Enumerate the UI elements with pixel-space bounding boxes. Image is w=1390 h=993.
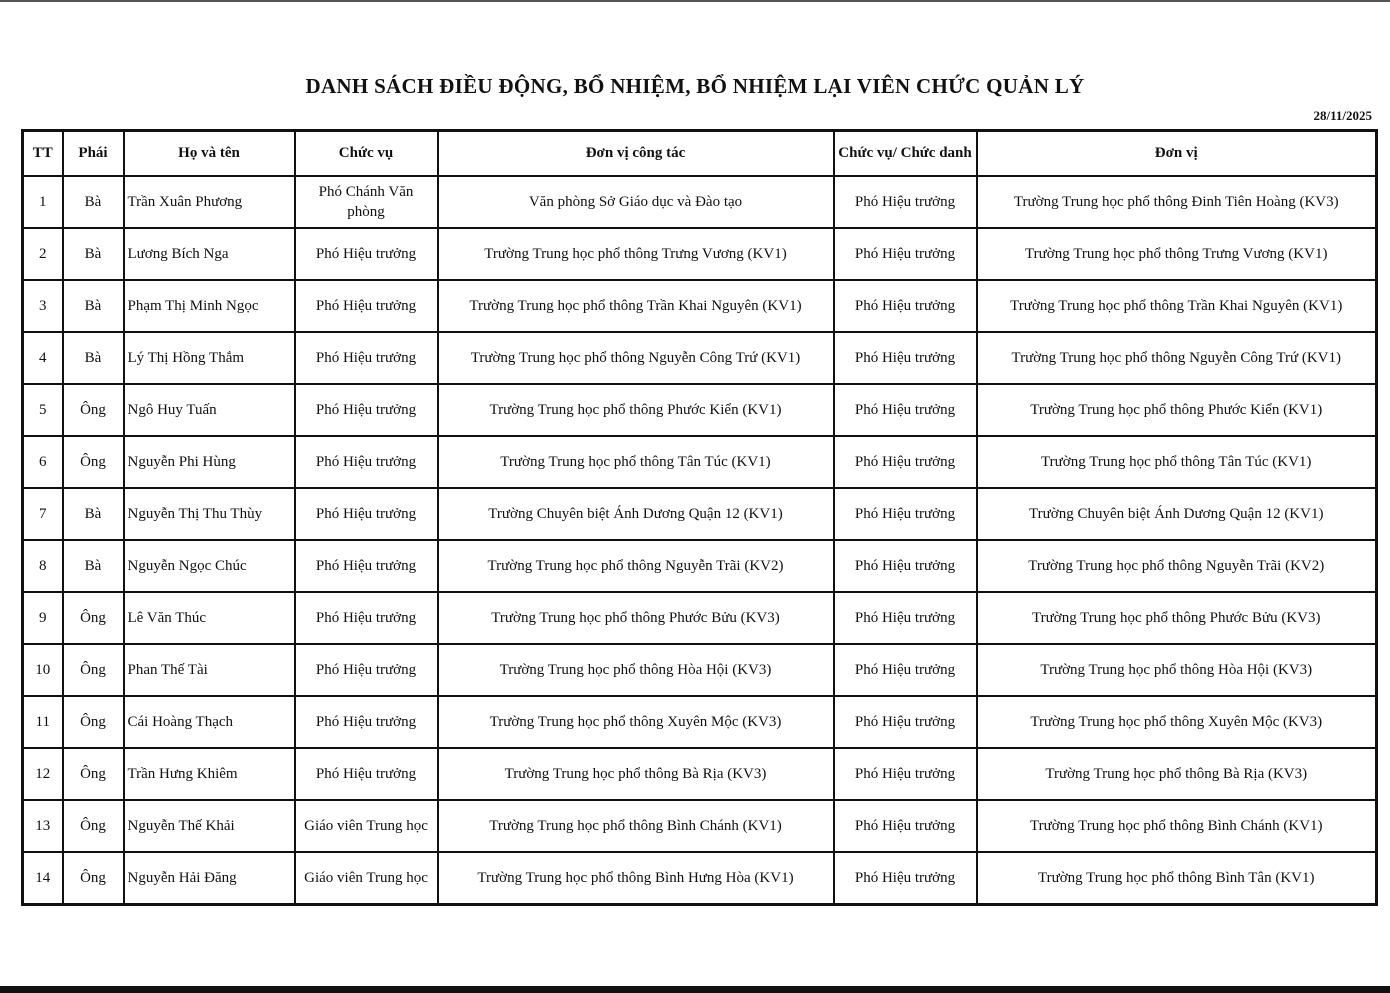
table-row [23, 592, 1377, 644]
document-title: DANH SÁCH ĐIỀU ĐỘNG, BỔ NHIỆM, BỔ NHIỆM LẠI VIÊN CHỨC QUẢN LÝ [305, 74, 1085, 98]
cell-position: Phó Hiệu trưởng [295, 696, 438, 748]
cell-position: Phó Hiệu trưởng [295, 592, 438, 644]
table-row [23, 696, 1377, 748]
cell-position: Phó Hiệu trưởng [295, 384, 438, 436]
cell-new-position: Phó Hiệu trưởng [834, 332, 977, 384]
cell-gender: Bà [63, 488, 124, 540]
cell-new-unit: Trường Trung học phổ thông Phước Bửu (KV3) [977, 592, 1377, 644]
cell-new-unit: Trường Chuyên biệt Ánh Dương Quận 12 (KV1) [977, 488, 1377, 540]
cell-new-position: Phó Hiệu trưởng [834, 384, 977, 436]
cell-full-name: Nguyễn Hải Đăng [124, 852, 295, 905]
table-row [23, 488, 1377, 540]
cell-new-position: Phó Hiệu trưởng [834, 800, 977, 852]
cell-gender: Ông [63, 436, 124, 488]
cell-position: Phó Hiệu trưởng [295, 280, 438, 332]
cell-gender: Ông [63, 644, 124, 696]
cell-new-unit: Trường Trung học phổ thông Nguyễn Công Trứ (KV1) [977, 332, 1377, 384]
col-header-workplace: Đơn vị công tác [438, 131, 834, 177]
cell-index: 3 [23, 280, 63, 332]
cell-gender: Bà [63, 540, 124, 592]
cell-full-name: Lê Văn Thúc [124, 592, 295, 644]
cell-index: 14 [23, 852, 63, 905]
cell-index: 5 [23, 384, 63, 436]
cell-new-unit: Trường Trung học phổ thông Bình Tân (KV1) [977, 852, 1377, 905]
cell-new-unit: Trường Trung học phổ thông Phước Kiển (KV1) [977, 384, 1377, 436]
table-row [23, 228, 1377, 280]
cell-index: 7 [23, 488, 63, 540]
cell-full-name: Lương Bích Nga [124, 228, 295, 280]
cell-new-unit: Trường Trung học phổ thông Đinh Tiên Hoàng (KV3) [977, 176, 1377, 228]
cell-full-name: Lý Thị Hồng Thắm [124, 332, 295, 384]
cell-workplace: Trường Trung học phổ thông Bà Rịa (KV3) [438, 748, 834, 800]
cell-full-name: Nguyễn Ngọc Chúc [124, 540, 295, 592]
cell-new-position: Phó Hiệu trưởng [834, 540, 977, 592]
cell-new-unit: Trường Trung học phổ thông Trưng Vương (KV1) [977, 228, 1377, 280]
cell-workplace: Trường Trung học phổ thông Bình Chánh (KV1) [438, 800, 834, 852]
cell-new-unit: Trường Trung học phổ thông Trần Khai Nguyên (KV1) [977, 280, 1377, 332]
cell-workplace: Trường Trung học phổ thông Trần Khai Nguyên (KV1) [438, 280, 834, 332]
document-date: 28/11/2025 [1313, 108, 1372, 123]
cell-gender: Bà [63, 280, 124, 332]
cell-index: 12 [23, 748, 63, 800]
table-row [23, 800, 1377, 852]
cell-position: Phó Hiệu trưởng [295, 228, 438, 280]
cell-position: Phó Chánh Văn phòng [295, 176, 438, 228]
table-row [23, 540, 1377, 592]
cell-full-name: Phạm Thị Minh Ngọc [124, 280, 295, 332]
cell-new-position: Phó Hiệu trưởng [834, 852, 977, 905]
cell-workplace: Trường Trung học phổ thông Hòa Hội (KV3) [438, 644, 834, 696]
cell-index: 11 [23, 696, 63, 748]
table-row [23, 332, 1377, 384]
cell-full-name: Trần Hưng Khiêm [124, 748, 295, 800]
cell-position: Phó Hiệu trưởng [295, 332, 438, 384]
cell-full-name: Cái Hoàng Thạch [124, 696, 295, 748]
cell-gender: Bà [63, 332, 124, 384]
cell-position: Phó Hiệu trưởng [295, 644, 438, 696]
cell-full-name: Trần Xuân Phương [124, 176, 295, 228]
cell-gender: Ông [63, 384, 124, 436]
cell-new-unit: Trường Trung học phổ thông Bà Rịa (KV3) [977, 748, 1377, 800]
col-header-gender: Phái [63, 131, 124, 177]
cell-position: Phó Hiệu trưởng [295, 436, 438, 488]
col-header-full-name: Họ và tên [124, 131, 295, 177]
table-row [23, 644, 1377, 696]
table-row [23, 436, 1377, 488]
cell-gender: Bà [63, 228, 124, 280]
cell-new-position: Phó Hiệu trưởng [834, 748, 977, 800]
cell-gender: Bà [63, 176, 124, 228]
cell-new-position: Phó Hiệu trưởng [834, 228, 977, 280]
table-row [23, 852, 1377, 905]
cell-new-position: Phó Hiệu trưởng [834, 488, 977, 540]
cell-new-unit: Trường Trung học phổ thông Xuyên Mộc (KV3) [977, 696, 1377, 748]
col-header-position: Chức vụ [295, 131, 438, 177]
cell-workplace: Trường Trung học phổ thông Phước Bửu (KV3) [438, 592, 834, 644]
cell-new-position: Phó Hiệu trưởng [834, 176, 977, 228]
cell-index: 2 [23, 228, 63, 280]
cell-new-unit: Trường Trung học phổ thông Hòa Hội (KV3) [977, 644, 1377, 696]
cell-full-name: Nguyễn Phi Hùng [124, 436, 295, 488]
cell-position: Phó Hiệu trưởng [295, 488, 438, 540]
cell-index: 9 [23, 592, 63, 644]
cell-new-unit: Trường Trung học phổ thông Tân Túc (KV1) [977, 436, 1377, 488]
cell-full-name: Nguyễn Thị Thu Thùy [124, 488, 295, 540]
cell-index: 1 [23, 176, 63, 228]
cell-workplace: Trường Chuyên biệt Ánh Dương Quận 12 (KV1) [438, 488, 834, 540]
cell-position: Phó Hiệu trưởng [295, 748, 438, 800]
table-row [23, 176, 1377, 228]
cell-gender: Ông [63, 800, 124, 852]
cell-index: 10 [23, 644, 63, 696]
cell-workplace: Trường Trung học phổ thông Bình Hưng Hòa (KV1) [438, 852, 834, 905]
cell-gender: Ông [63, 592, 124, 644]
cell-workplace: Trường Trung học phổ thông Tân Túc (KV1) [438, 436, 834, 488]
table-row [23, 280, 1377, 332]
cell-gender: Ông [63, 696, 124, 748]
cell-new-position: Phó Hiệu trưởng [834, 280, 977, 332]
cell-index: 13 [23, 800, 63, 852]
cell-workplace: Trường Trung học phổ thông Nguyễn Công Trứ (KV1) [438, 332, 834, 384]
cell-position: Phó Hiệu trưởng [295, 540, 438, 592]
cell-index: 8 [23, 540, 63, 592]
cell-workplace: Văn phòng Sở Giáo dục và Đào tạo [438, 176, 834, 228]
cell-index: 6 [23, 436, 63, 488]
cell-new-position: Phó Hiệu trưởng [834, 436, 977, 488]
cell-new-position: Phó Hiệu trưởng [834, 696, 977, 748]
table-row [23, 384, 1377, 436]
cell-workplace: Trường Trung học phổ thông Xuyên Mộc (KV3) [438, 696, 834, 748]
table-header [23, 131, 1377, 177]
cell-position: Giáo viên Trung học [295, 800, 438, 852]
header-row [23, 131, 1377, 177]
cell-full-name: Nguyễn Thế Khải [124, 800, 295, 852]
bottom-edge-bar [0, 986, 1390, 993]
cell-gender: Ông [63, 748, 124, 800]
cell-full-name: Phan Thế Tài [124, 644, 295, 696]
cell-gender: Ông [63, 852, 124, 905]
cell-new-unit: Trường Trung học phổ thông Nguyễn Trãi (KV2) [977, 540, 1377, 592]
cell-workplace: Trường Trung học phổ thông Nguyễn Trãi (KV2) [438, 540, 834, 592]
cell-index: 4 [23, 332, 63, 384]
cell-new-position: Phó Hiệu trưởng [834, 644, 977, 696]
col-header-new-position: Chức vụ/ Chức danh [834, 131, 977, 177]
cell-full-name: Ngô Huy Tuấn [124, 384, 295, 436]
table-body [23, 176, 1377, 905]
cell-workplace: Trường Trung học phổ thông Phước Kiển (KV1) [438, 384, 834, 436]
col-header-new-unit: Đơn vị [977, 131, 1377, 177]
cell-new-position: Phó Hiệu trưởng [834, 592, 977, 644]
cell-workplace: Trường Trung học phổ thông Trưng Vương (KV1) [438, 228, 834, 280]
appointment-table [21, 129, 1378, 906]
col-header-index: TT [23, 131, 63, 177]
cell-new-unit: Trường Trung học phổ thông Bình Chánh (KV1) [977, 800, 1377, 852]
cell-position: Giáo viên Trung học [295, 852, 438, 905]
top-edge-rule [0, 0, 1390, 2]
table-row [23, 748, 1377, 800]
